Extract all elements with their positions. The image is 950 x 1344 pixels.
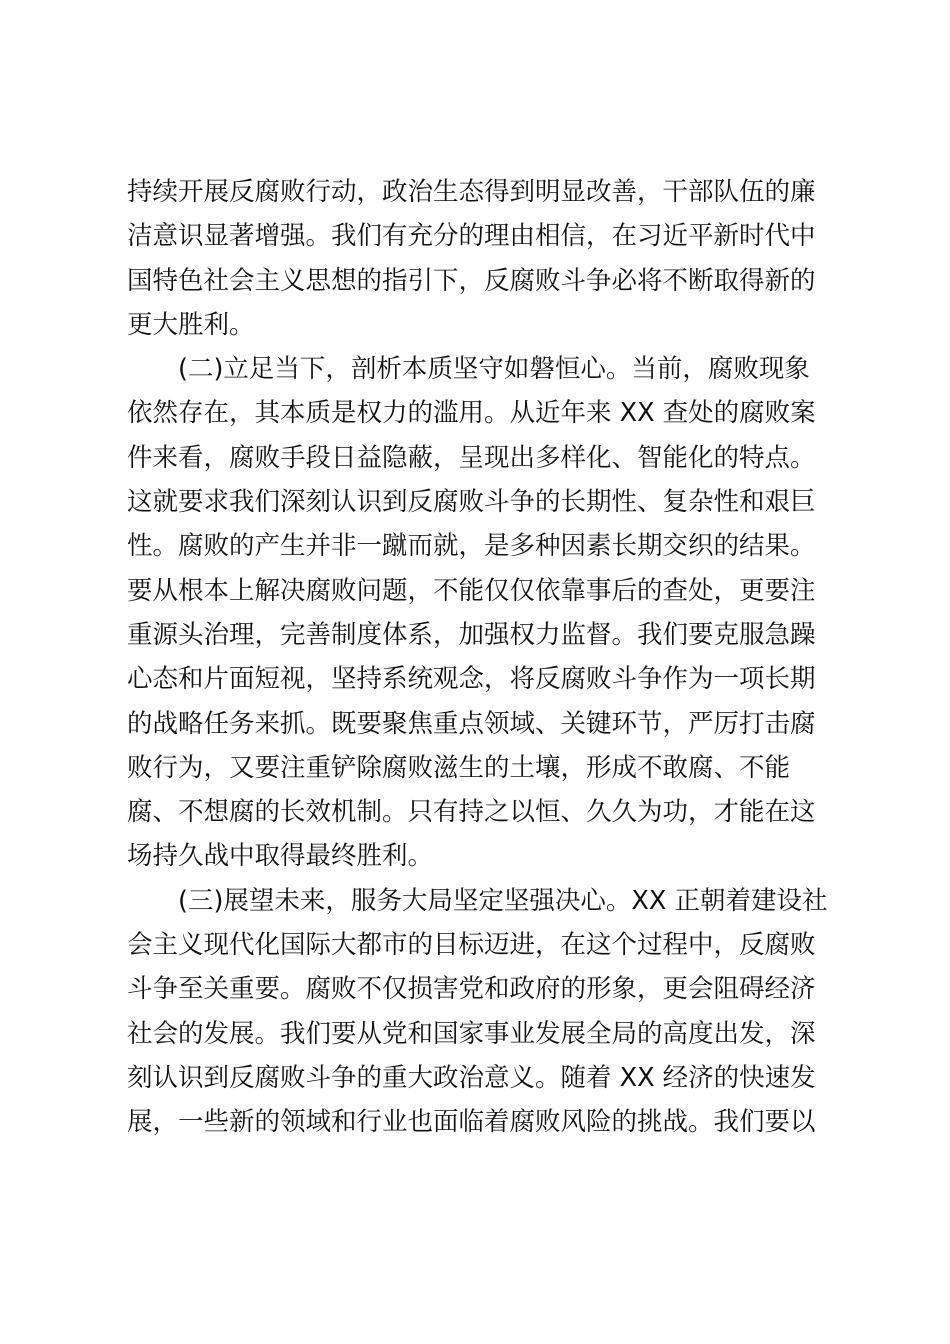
text-line: 败行为，又要注重铲除腐败滋生的土壤，形成不敢腐、不能 (127, 752, 791, 783)
text-line: 更大胜利。 (127, 309, 255, 340)
text-line: 要从根本上解决腐败问题，不能仅仅依靠事后的查处，更要注 (127, 575, 816, 606)
text-line: 持续开展反腐败行动，政治生态得到明显改善，干部队伍的廉 (127, 177, 816, 207)
text-line: 洁意识显著增强。我们有充分的理由相信，在习近平新时代中 (127, 221, 816, 252)
text-line: 性。腐败的产生并非一蹴而就，是多种因素长期交织的结果。 (127, 531, 816, 562)
section-two-heading-line: (二)立足当下，剖析本质坚守如磐恒心。当前，腐败现象 (127, 354, 810, 385)
text-line: 的战略任务来抓。既要聚焦重点领域、关键环节，严厉打击腐 (127, 708, 816, 739)
text-line: 依然存在，其本质是权力的滥用。从近年来 XX 查处的腐败案 (127, 398, 816, 429)
text-line: 腐、不想腐的长效机制。只有持之以恒、久久为功，才能在这 (127, 797, 816, 828)
text-line: 会主义现代化国际大都市的目标迈进，在这个过程中，反腐败 (127, 930, 816, 961)
text-line: 斗争至关重要。腐败不仅损害党和政府的形象，更会阻碍经济 (127, 974, 816, 1005)
text-line: 场持久战中取得最终胜利。 (127, 841, 434, 872)
text-line: 刻认识到反腐败斗争的重大政治意义。随着 XX 经济的快速发 (127, 1062, 816, 1093)
text-line: 心态和片面短视，坚持系统观念，将反腐败斗争作为一项长期 (127, 664, 816, 695)
text-line: 这就要求我们深刻认识到反腐败斗争的长期性、复杂性和艰巨 (127, 487, 816, 518)
text-line: 国特色社会主义思想的指引下，反腐败斗争必将不断取得新的 (127, 265, 816, 296)
text-line: 展，一些新的领域和行业也面临着腐败风险的挑战。我们要以 (127, 1107, 816, 1138)
text-line: 重源头治理，完善制度体系，加强权力监督。我们要克服急躁 (127, 619, 816, 650)
text-line: 件来看，腐败手段日益隐蔽，呈现出多样化、智能化的特点。 (127, 442, 816, 473)
section-three-heading-line: (三)展望未来，服务大局坚定坚强决心。XX 正朝着建设社 (127, 885, 828, 916)
body-text (127, 170, 827, 1145)
text-line: 社会的发展。我们要从党和国家事业发展全局的高度出发，深 (127, 1018, 816, 1049)
